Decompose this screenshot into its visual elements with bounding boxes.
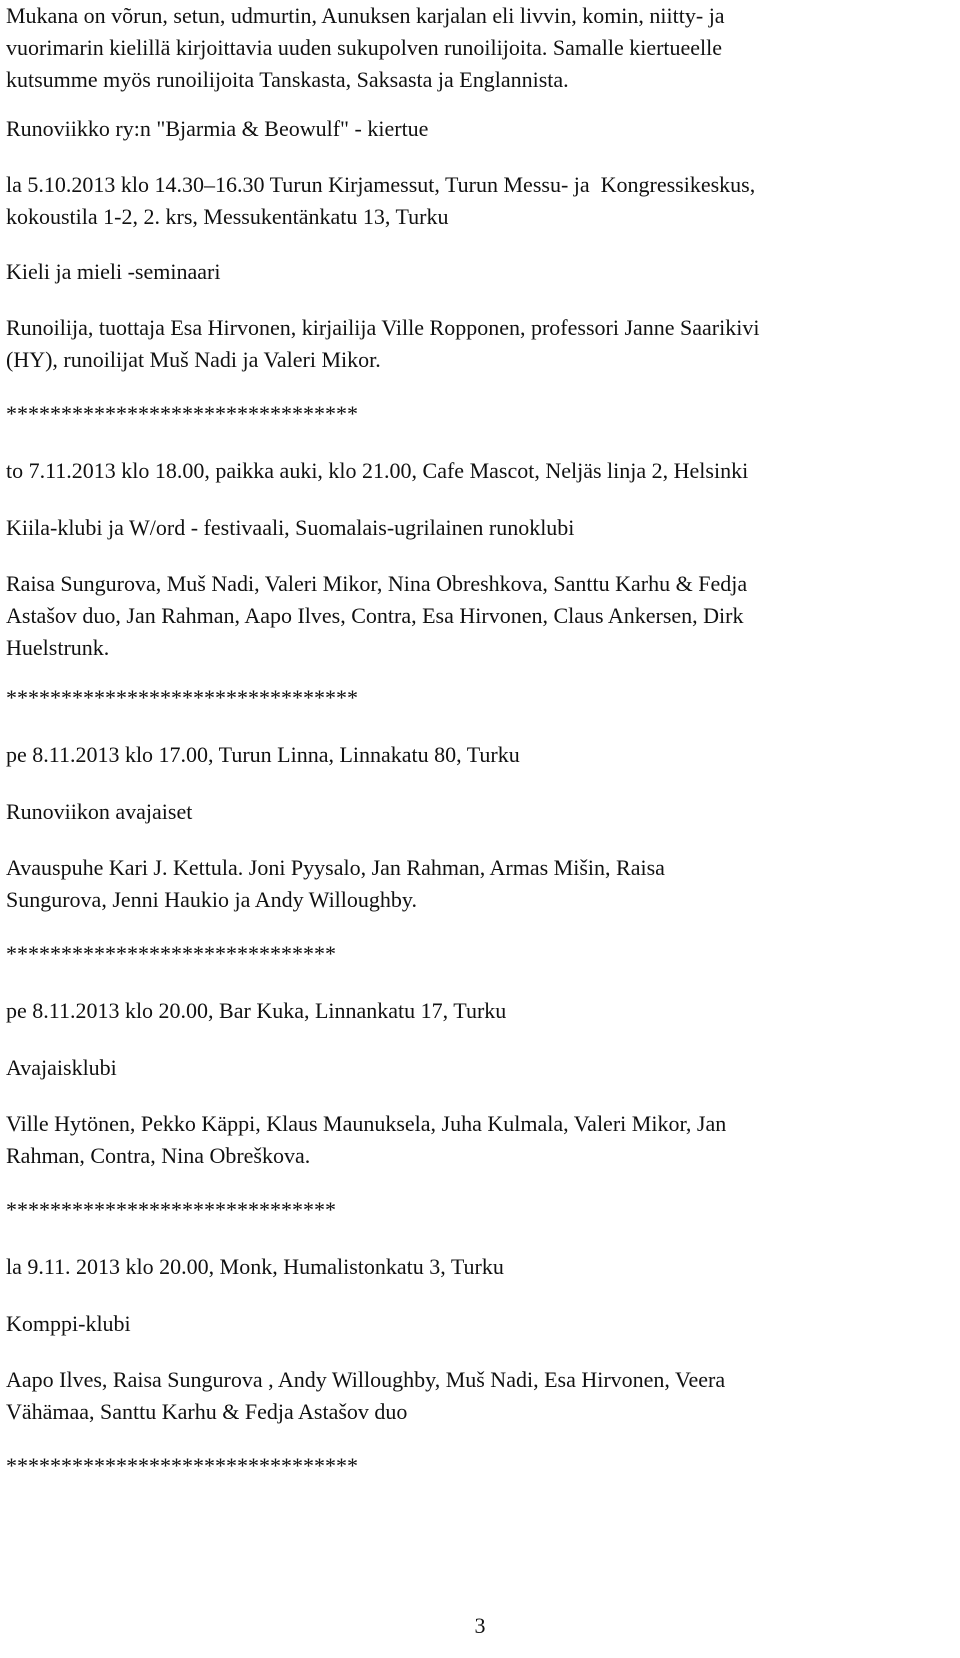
intro-line: kutsumme myös runoilijoita Tanskasta, Saksasta ja Englannista.: [6, 67, 569, 92]
people-line: Runoilija, tuottaja Esa Hirvonen, kirjailija Ville Ropponen, professori Janne Saarikivi: [6, 315, 760, 340]
event-4-people: [6, 1108, 952, 1172]
event-1-title: Kieli ja mieli -seminaari: [6, 259, 221, 284]
event-3-people: [6, 852, 952, 916]
event-line: to 7.11.2013 klo 18.00, paikka auki, klo 21.00, Cafe Mascot, Neljäs linja 2, Helsinki: [6, 458, 749, 483]
people-line: (HY), runoilijat Muš Nadi ja Valeri Mikor.: [6, 347, 381, 372]
people-line: Raisa Sungurova, Muš Nadi, Valeri Mikor, Nina Obreshkova, Santtu Karhu & Fedja: [6, 571, 748, 596]
event-5-people: [6, 1364, 952, 1428]
separator: ********************************: [6, 1453, 358, 1478]
event-line: la 9.11. 2013 klo 20.00, Monk, Humalistonkatu 3, Turku: [6, 1254, 504, 1279]
intro-paragraph: [6, 0, 952, 96]
separator: ******************************: [6, 1197, 336, 1222]
event-4-title: Avajaisklubi: [6, 1055, 117, 1080]
people-line: Rahman, Contra, Nina Obreškova.: [6, 1143, 311, 1168]
people-line: Sungurova, Jenni Haukio ja Andy Willoughby.: [6, 887, 417, 912]
event-5-title: Komppi-klubi: [6, 1311, 131, 1336]
event-line: pe 8.11.2013 klo 20.00, Bar Kuka, Linnankatu 17, Turku: [6, 998, 507, 1023]
event-5-when-where: [6, 1251, 952, 1283]
people-line: Astašov duo, Jan Rahman, Aapo Ilves, Contra, Esa Hirvonen, Claus Ankersen, Dirk: [6, 603, 744, 628]
event-3-title: Runoviikon avajaiset: [6, 799, 193, 824]
people-line: Aapo Ilves, Raisa Sungurova , Andy Willoughby, Muš Nadi, Esa Hirvonen, Veera: [6, 1367, 726, 1392]
people-line: Huelstrunk.: [6, 635, 110, 660]
event-2-title: Kiila-klubi ja W/ord - festivaali, Suomalais-ugrilainen runoklubi: [6, 515, 575, 540]
event-1-when-where: [6, 169, 952, 233]
separator: ********************************: [6, 685, 358, 710]
people-line: Vähämaa, Santtu Karhu & Fedja Astašov duo: [6, 1399, 408, 1424]
event-1-people: [6, 312, 952, 376]
people-line: Ville Hytönen, Pekko Käppi, Klaus Maunuksela, Juha Kulmala, Valeri Mikor, Jan: [6, 1111, 727, 1136]
event-2-people: [6, 568, 952, 664]
event-line: kokoustila 1-2, 2. krs, Messukentänkatu 13, Turku: [6, 204, 449, 229]
page-number: 3: [474, 1613, 486, 1638]
event-2-when-where: [6, 455, 952, 487]
event-line: pe 8.11.2013 klo 17.00, Turun Linna, Linnakatu 80, Turku: [6, 742, 520, 767]
tour-title: Runoviikko ry:n "Bjarmia & Beowulf" - kiertue: [6, 116, 429, 141]
separator: ******************************: [6, 941, 336, 966]
event-3-when-where: [6, 739, 952, 771]
people-line: Avauspuhe Kari J. Kettula. Joni Pyysalo, Jan Rahman, Armas Mišin, Raisa: [6, 855, 665, 880]
event-line: la 5.10.2013 klo 14.30–16.30 Turun Kirjamessut, Turun Messu- ja Kongressikeskus,: [6, 172, 756, 197]
event-4-when-where: [6, 995, 952, 1027]
intro-line: vuorimarin kielillä kirjoittavia uuden sukupolven runoilijoita. Samalle kiertueelle: [6, 35, 723, 60]
separator: ********************************: [6, 401, 358, 426]
intro-line: Mukana on võrun, setun, udmurtin, Aunuksen karjalan eli livvin, komin, niitty- ja: [6, 3, 725, 28]
